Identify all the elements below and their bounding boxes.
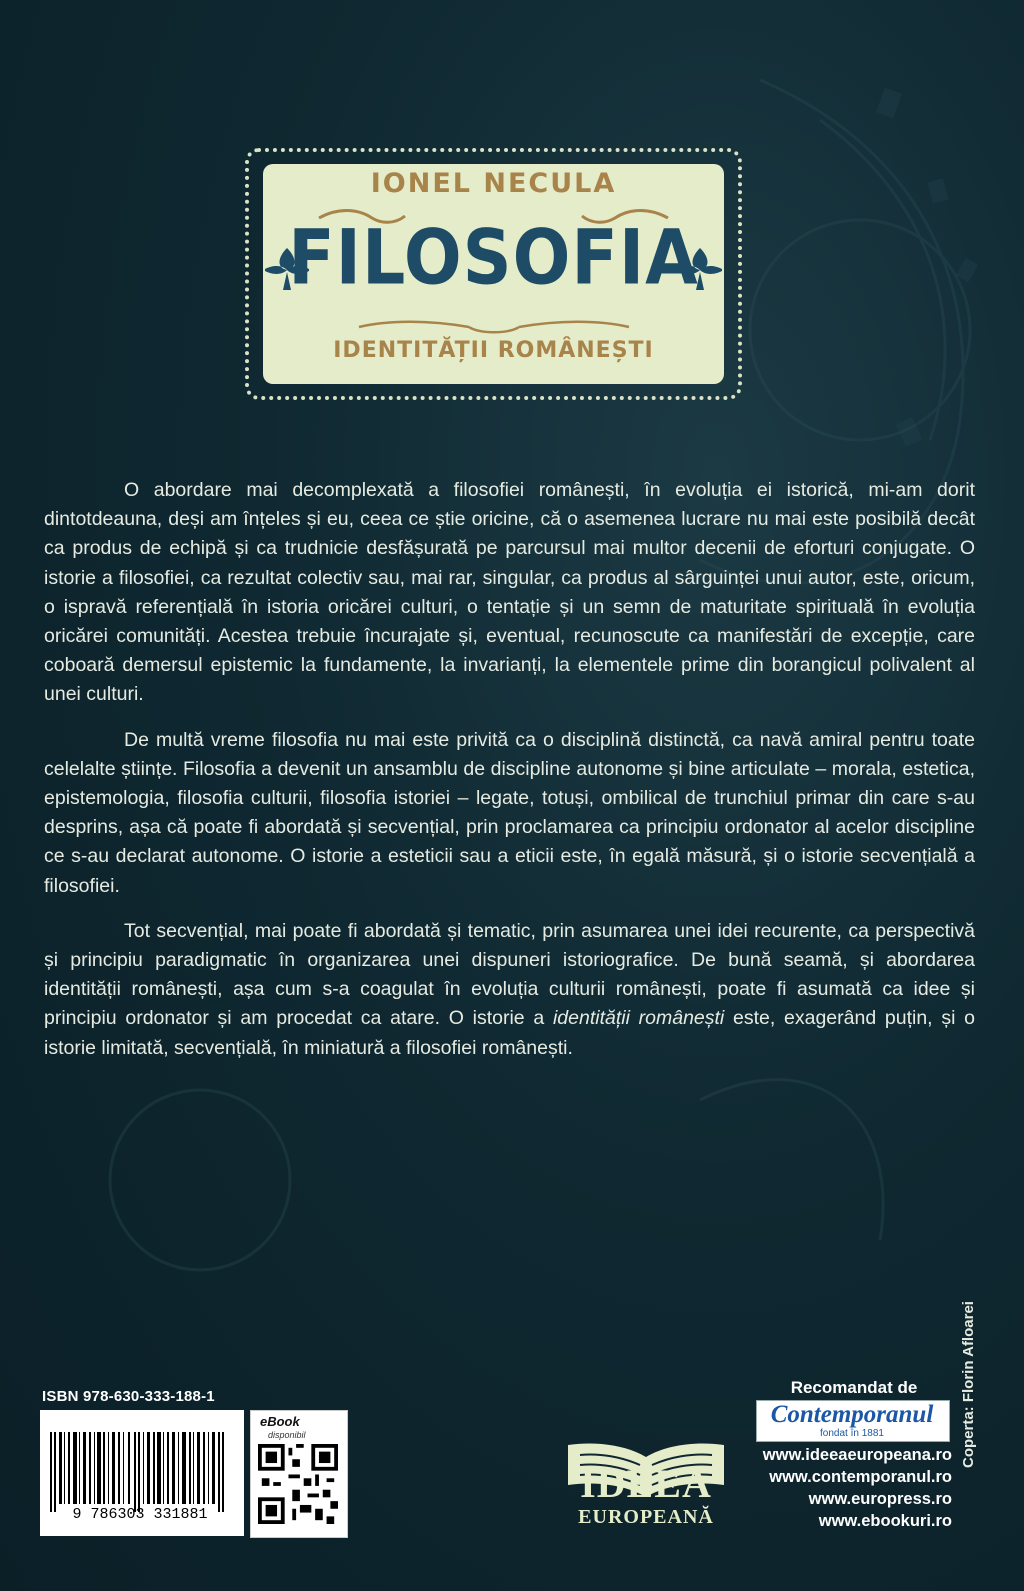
website-link[interactable]: www.ebookuri.ro: [818, 1512, 952, 1530]
blurb-paragraph-3-part-a: Tot secvențial, mai poate fi abordată și tematic, prin asumarea unei idei recurente, ca perspectivă și principiu paradigmatic în organizarea unei dispuneri istoriografice. De bună seamă, și abordarea identității românești, așa cum s-a coagulat în evoluția culturii românești, poate fi asumată ca idee și principiu ordonator și am procedat ca atare. O istorie a: [44, 919, 975, 1030]
book-subtitle: IDENTITĂȚII ROMÂNEȘTI: [333, 338, 654, 363]
publisher-name-line2: EUROPEANĂ: [578, 1506, 714, 1528]
ebook-label: eBook: [260, 1414, 300, 1429]
divider-ornament-icon: [349, 318, 639, 336]
website-links: [720, 1444, 952, 1532]
title-plate: [245, 148, 742, 400]
publisher-name-line1: IDEEA: [580, 1461, 712, 1506]
blurb-paragraph-3-part-b: este, exagerând puțin, și o istorie limitată, secvențială, în miniatură a filosofiei românești.: [44, 1007, 975, 1059]
website-link[interactable]: www.europress.ro: [808, 1490, 952, 1508]
ebook-sublabel: disponibil: [268, 1430, 306, 1440]
blurb-text: [44, 476, 975, 1079]
blurb-paragraph-3: [44, 917, 975, 1063]
website-link[interactable]: www.contemporanul.ro: [769, 1468, 952, 1486]
blurb-paragraph-2: De multă vreme filosofia nu mai este privită ca o disciplină distinctă, ca navă amiral pentru toate celelalte științe. Filosofia a devenit un ansamblu de discipline autonome și bine articulate – morala, estetica, epistemologia, filosofia culturii, filosofia istoriei – legate, totuși, ombilical de trunchiul primar din care s-au desprins, așa că poate fi abordată și secvențial, prin proclamarea ca principiu ordonator al acelor discipline ce s-au declarat autonome. O istorie a esteticii sau a eticii este, în egală măsură, și o istorie secvențială a filosofiei.: [44, 728, 975, 897]
isbn-label: ISBN 978-630-333-188-1: [42, 1388, 215, 1405]
qr-code-icon: [258, 1444, 338, 1524]
book-title: FILOSOFIA: [288, 214, 699, 303]
contemporanul-founded: fondat în 1881: [820, 1428, 884, 1439]
contemporanul-logo-text: Contemporanul: [770, 1401, 934, 1428]
cover-credit: Coperta: Florin Afloarei: [960, 1301, 977, 1468]
author-name: IONEL NECULA: [370, 168, 617, 199]
recommended-by-label: Recomandat de: [790, 1378, 918, 1397]
blurb-paragraph-1: O abordare mai decomplexată a filosofiei românești, în evoluția ei istorică, mi-am dorit dintotdeauna, deși am înțeles și eu, ceea ce știe oricine, că o asemenea lucrare nu mai este posibilă decât ca produs de echipă și ca trudnicie desfășurată pe parcursul mai multor decenii de eforturi conjugate. O istorie a filosofiei, ca rezultat colectiv sau, mai rar, singular, ca produs al sârguinței unui autor, este, oricum, o ispravă referențială în istoria oricărei culturi, o tentație și un semn de maturitate spirituală în evoluția oricărei comunități. Acestea trebuie încurajate și, eventual, recunoscute ca manifestări de excepție, care coboară demersul epistemic la fundamente, la invarianți, la elementele prime din borangicul polivalent al unei culturi.: [44, 479, 975, 706]
blurb-paragraph-3-italic: identității românești: [552, 1007, 725, 1030]
barcode-number: 9 786303 331881: [72, 1506, 208, 1523]
website-link[interactable]: www.ideeaeuropeana.ro: [762, 1446, 952, 1464]
